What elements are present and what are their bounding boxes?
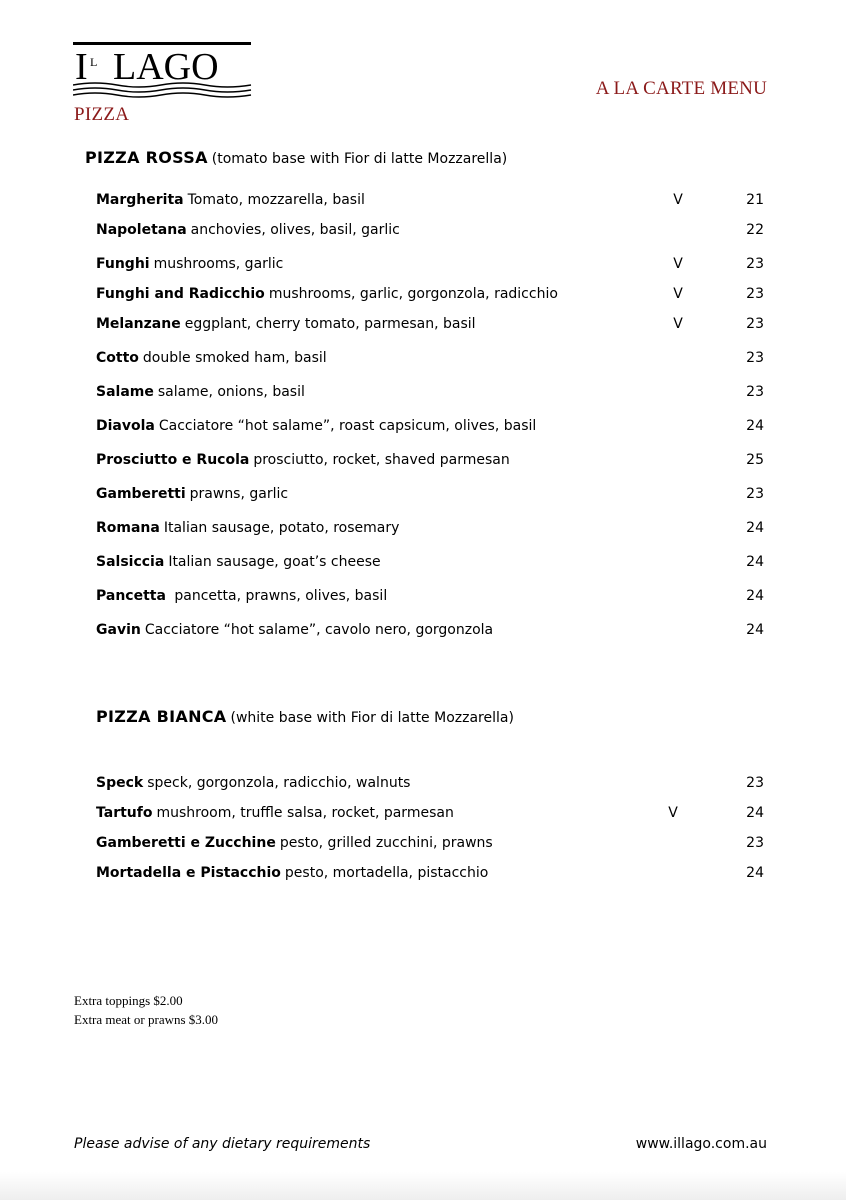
menu-item [96, 347, 776, 369]
menu-item [96, 449, 776, 471]
vegetarian-marker: V [673, 286, 683, 302]
vegetarian-marker: V [673, 192, 683, 208]
item-price: 25 [746, 452, 764, 468]
logo-letter-i: I [75, 46, 88, 88]
item-description: prosciutto, rocket, shaved parmesan [253, 452, 510, 468]
menu-item [96, 832, 776, 854]
item-description: Tomato, mozzarella, basil [187, 192, 365, 208]
menu-item [96, 585, 776, 607]
item-name: Salame [96, 384, 154, 400]
item-name: Gamberetti e Zucchine [96, 835, 276, 851]
item-description: mushrooms, garlic [153, 256, 284, 272]
il-lago-logo [73, 42, 253, 98]
item-description: prawns, garlic [189, 486, 289, 502]
item-name: Speck [96, 775, 144, 791]
menu-item [96, 381, 776, 403]
group-description: (white base with Fior di latte Mozzarella) [230, 710, 514, 726]
item-description: eggplant, cherry tomato, parmesan, basil [184, 316, 476, 332]
item-name: Gavin [96, 622, 141, 638]
item-price: 24 [746, 554, 764, 570]
item-name: Romana [96, 520, 160, 536]
item-description: Cacciatore “hot salame”, roast capsicum, olives, basil [158, 418, 537, 434]
menu-item [96, 772, 776, 794]
menu-item [96, 189, 776, 211]
item-name: Funghi and Radicchio [96, 286, 265, 302]
vegetarian-marker: V [668, 805, 678, 821]
item-price: 23 [746, 486, 764, 502]
menu-item [96, 313, 776, 335]
item-description: double smoked ham, basil [142, 350, 327, 366]
menu-item [96, 802, 776, 824]
item-price: 23 [746, 835, 764, 851]
item-description: Cacciatore “hot salame”, cavolo nero, gorgonzola [144, 622, 494, 638]
pizza-bianca-heading [96, 707, 514, 726]
item-name: Pancetta [96, 588, 166, 604]
dietary-note: Please advise of any dietary requirements [74, 1136, 371, 1152]
menu-item [96, 219, 776, 241]
item-price: 24 [746, 418, 764, 434]
item-price: 24 [746, 520, 764, 536]
vegetarian-marker: V [673, 316, 683, 332]
menu-item [96, 415, 776, 437]
item-name: Salsiccia [96, 554, 165, 570]
item-description: anchovies, olives, basil, garlic [190, 222, 400, 238]
menu-item [96, 283, 776, 305]
logo-word-lago: LAGO [113, 46, 219, 88]
item-price: 24 [746, 588, 764, 604]
menu-item [96, 862, 776, 884]
website-link[interactable]: www.illago.com.au [635, 1136, 767, 1152]
extras-note [74, 991, 218, 1029]
item-name: Tartufo [96, 805, 153, 821]
item-description: Italian sausage, potato, rosemary [163, 520, 400, 536]
extra-meat-line: Extra meat or prawns $3.00 [74, 1012, 219, 1027]
menu-item [96, 483, 776, 505]
extra-toppings-line: Extra toppings $2.00 [74, 993, 183, 1008]
group-description: (tomato base with Fior di latte Mozzarella) [211, 151, 508, 167]
item-description: speck, gorgonzola, radicchio, walnuts [147, 775, 411, 791]
menu-item [96, 551, 776, 573]
item-price: 24 [746, 622, 764, 638]
item-price: 23 [746, 256, 764, 272]
item-price: 23 [746, 350, 764, 366]
item-price: 24 [746, 805, 764, 821]
item-price: 23 [746, 384, 764, 400]
logo-letter-l: L [90, 55, 98, 69]
item-price: 24 [746, 865, 764, 881]
pizza-rossa-heading [85, 148, 507, 167]
item-name: Mortadella e Pistacchio [96, 865, 281, 881]
item-name: Diavola [96, 418, 155, 434]
item-name: Margherita [96, 192, 184, 208]
item-description: Italian sausage, goat’s cheese [168, 554, 381, 570]
item-price: 23 [746, 775, 764, 791]
menu-title: A LA CARTE MENU [595, 78, 767, 99]
page-edge [0, 1172, 846, 1200]
menu-item [96, 253, 776, 275]
item-name: Funghi [96, 256, 150, 272]
item-description: pesto, mortadella, pistacchio [284, 865, 489, 881]
item-price: 22 [746, 222, 764, 238]
item-name: Prosciutto e Rucola [96, 452, 250, 468]
group-name: PIZZA BIANCA [96, 707, 227, 726]
item-price: 21 [746, 192, 764, 208]
item-description: mushrooms, garlic, gorgonzola, radicchio [268, 286, 558, 302]
item-name: Gamberetti [96, 486, 186, 502]
item-price: 23 [746, 316, 764, 332]
item-description: salame, onions, basil [157, 384, 305, 400]
item-name: Melanzane [96, 316, 181, 332]
vegetarian-marker: V [673, 256, 683, 272]
item-description: mushroom, truffle salsa, rocket, parmesan [156, 805, 454, 821]
menu-item [96, 619, 776, 641]
group-name: PIZZA ROSSA [85, 148, 208, 167]
item-description: pancetta, prawns, olives, basil [169, 588, 388, 604]
item-name: Napoletana [96, 222, 187, 238]
item-price: 23 [746, 286, 764, 302]
item-name: Cotto [96, 350, 139, 366]
section-title: PIZZA [74, 104, 130, 125]
menu-item [96, 517, 776, 539]
item-description: pesto, grilled zucchini, prawns [279, 835, 493, 851]
